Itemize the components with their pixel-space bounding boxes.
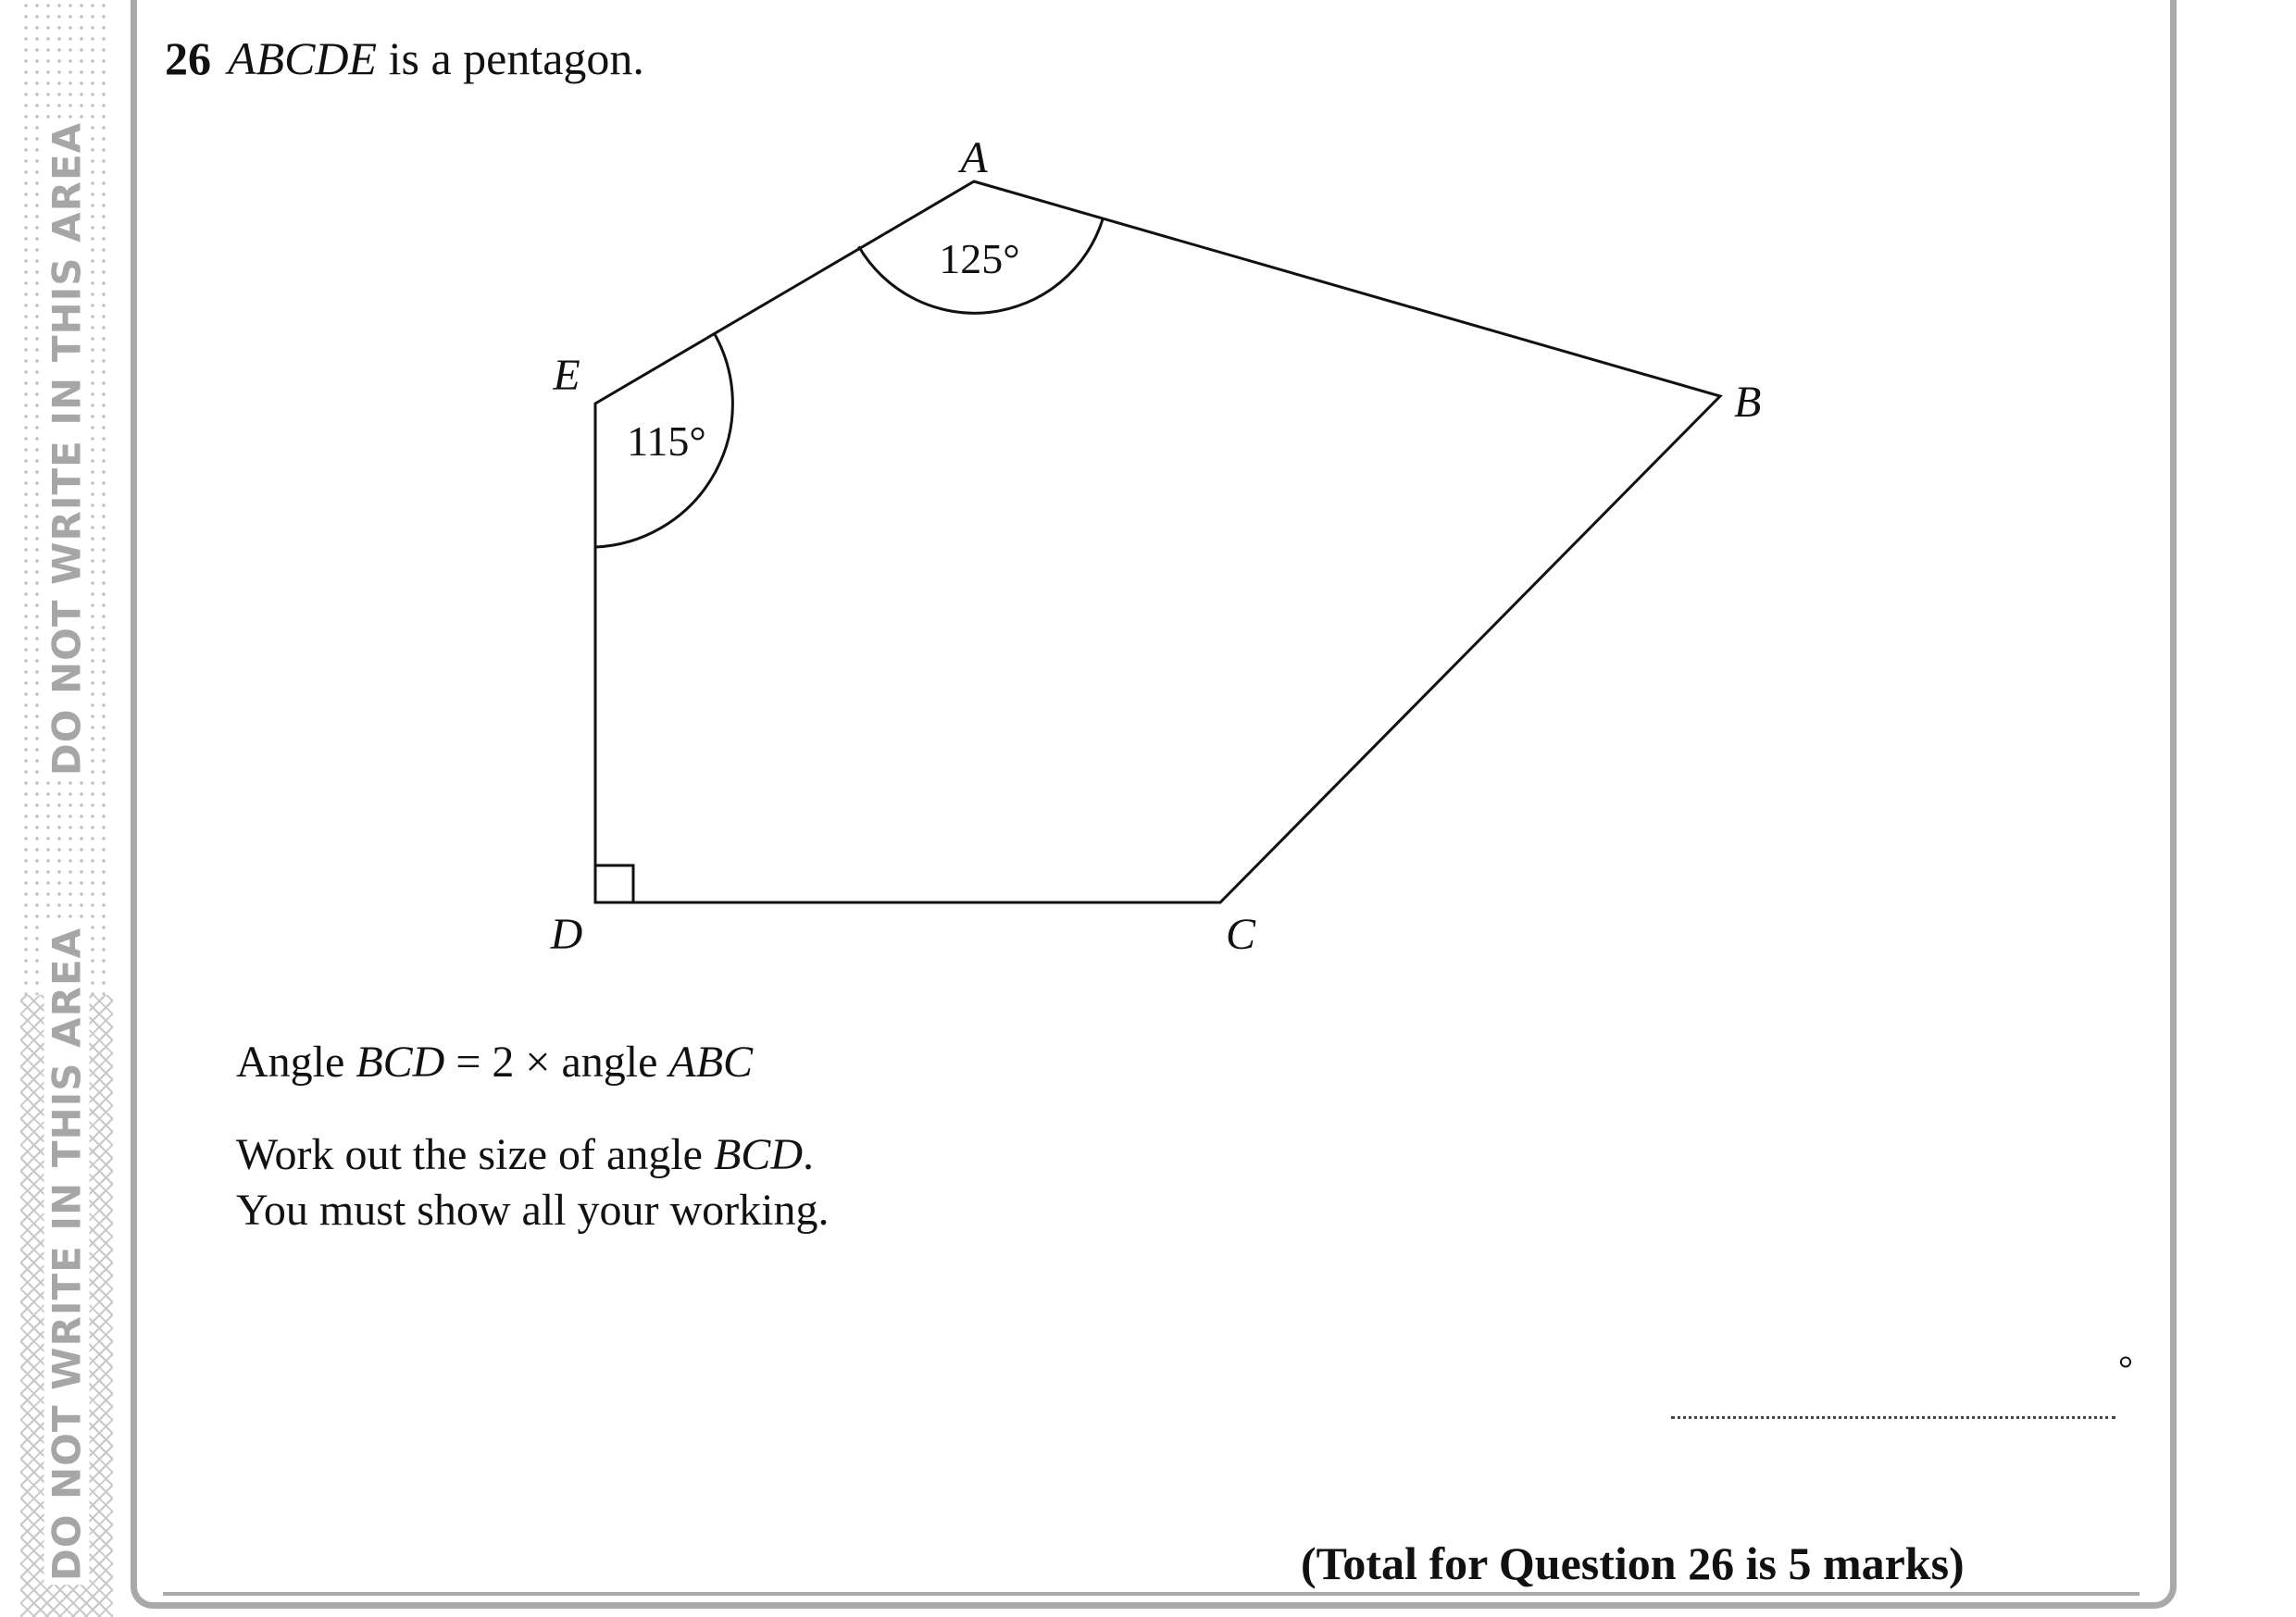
instruction-suffix: . <box>802 1130 814 1179</box>
vertex-label-b: B <box>1734 378 1762 427</box>
condition-angle-bcd: BCD <box>356 1038 445 1087</box>
right-angle-marker-d <box>595 865 633 902</box>
margin-warning-bottom: DO NOT WRITE IN THIS AREA <box>44 924 90 1585</box>
instruction-prefix: Work out the size of angle <box>236 1130 714 1179</box>
angle-label-a: 125° <box>939 235 1020 282</box>
instruction-line-1 <box>236 1129 814 1180</box>
question-intro: is a pentagon. <box>377 32 644 84</box>
bottom-rule <box>163 1592 2140 1596</box>
condition-line <box>236 1037 753 1088</box>
pentagon-name: ABCDE <box>228 32 378 84</box>
condition-middle: = 2 × angle <box>444 1038 669 1087</box>
condition-angle-abc: ABC <box>668 1038 754 1087</box>
instruction-angle: BCD <box>713 1130 803 1179</box>
pentagon-shape <box>595 181 1720 902</box>
vertex-label-a: A <box>960 133 988 182</box>
vertex-label-d: D <box>550 910 583 959</box>
question-number: 26 <box>165 32 211 84</box>
condition-prefix: Angle <box>236 1038 356 1087</box>
total-marks: (Total for Question 26 is 5 marks) <box>1301 1537 1965 1589</box>
margin-warning-top: DO NOT WRITE IN THIS AREA <box>44 118 90 779</box>
answer-line[interactable] <box>1671 1416 2115 1419</box>
vertex-label-e: E <box>553 351 580 400</box>
instruction-line-2: You must show all your working. <box>236 1186 830 1235</box>
angle-label-e: 115° <box>627 417 706 465</box>
answer-unit: ° <box>2118 1348 2133 1389</box>
vertex-label-c: C <box>1225 910 1256 959</box>
